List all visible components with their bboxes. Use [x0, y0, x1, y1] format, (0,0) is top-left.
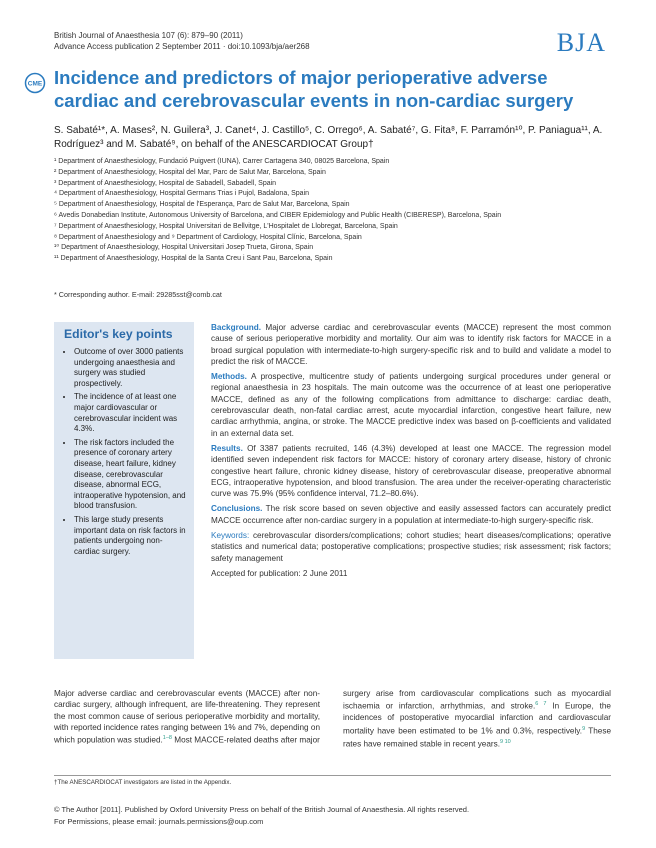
- affiliation: ⁷ Department of Anaesthesiology, Hospital Universitari de Bellvitge, L'Hospitalet de Llobregat, Barcelona, Spain: [54, 222, 398, 230]
- footnote-divider: [54, 775, 611, 776]
- journal-citation: British Journal of Anaesthesia 107 (6): 879–90 (2011): [54, 31, 243, 40]
- key-point: • Outcome of over 3000 patients undergoing anaesthesia and surgery was studied prospectively.: [74, 347, 188, 389]
- abstract-methods: [211, 371, 611, 439]
- editors-key-points-box: [54, 322, 194, 659]
- affiliation-list: [54, 157, 614, 265]
- affiliation: ¹¹ Department of Anaesthesiology, Hospital de la Santa Creu i Sant Pau, Barcelona, Spain: [54, 255, 333, 263]
- abstract-conclusions: [211, 503, 611, 526]
- key-point: • The incidence of at least one major cardiovascular or cerebrovascular incident was 4.3%.: [74, 392, 188, 434]
- methods-label: Methods.: [211, 372, 247, 382]
- key-point: • The risk factors included the presence of coronary artery disease, heart failure, kidney disease, cerebrovascular disease, abnormal ECG, intraoperative hypotension, and blood transfusion.: [74, 438, 188, 512]
- citation-ref[interactable]: 1–8: [162, 735, 172, 742]
- cme-badge-icon: [24, 72, 46, 94]
- copyright-line: © The Author [2011]. Published by Oxford University Press on behalf of the British Journal of Anaesthesia. All rights reserved.: [54, 805, 470, 814]
- body-text: These rates have remained stable in recent years.: [343, 726, 611, 749]
- key-points-list: [54, 347, 194, 557]
- author-list: S. Sabaté¹*, A. Mases², N. Guilera³, J. Canet⁴, J. Castillo⁵, C. Orrego⁶, A. Sabaté⁷, G. Fita⁸, F. Parramón¹⁰, P. Paniagua¹¹, A. Rodríguez³ and M. Sabaté⁹, on behalf of the ANESCARDIOCAT Group†: [54, 125, 603, 150]
- corresponding-author: * Corresponding author. E-mail: 29285sst@comb.cat: [54, 290, 222, 299]
- affiliation: ⁴ Department of Anaesthesiology, Hospital Germans Trias i Pujol, Badalona, Spain: [54, 190, 310, 198]
- affiliation: ⁵ Department of Anaesthesiology, Hospital de l'Esperança, Parc de Salut Mar, Barcelona, Spain: [54, 201, 350, 209]
- journal-logo: BJA: [556, 28, 606, 57]
- keywords-label: Keywords:: [211, 531, 250, 541]
- affiliation: ³ Department of Anaesthesiology, Hospital de Sabadell, Sabadell, Spain: [54, 179, 277, 187]
- access-line: Advance Access publication 2 September 2011 · doi:10.1093/bja/aer268: [54, 42, 310, 51]
- accepted-date: Accepted for publication: 2 June 2011: [211, 568, 348, 578]
- conclusions-label: Conclusions.: [211, 504, 263, 514]
- results-label: Results.: [211, 443, 243, 453]
- affiliation: ⁸ Department of Anaesthesiology and ⁹ Department of Cardiology, Hospital Clínic, Barcelona, Spain: [54, 233, 362, 241]
- citation-ref[interactable]: 9: [582, 725, 586, 732]
- cme-badge-label: CME: [27, 80, 43, 88]
- conclusions-text: The risk score based on seven objective and easily assessed factors can accurately predict MACCE occurrence after non-cardiac surgery in a population at intermediate-to-high surgery-specific risk.: [211, 504, 611, 525]
- citation-ref[interactable]: 9 10: [500, 738, 511, 745]
- key-point: • This large study presents important data on risk factors in patients undergoing non-cardiac surgery.: [74, 515, 188, 557]
- body-text: In Europe, the incidences of postoperative myocardial infarction and cardiovascular mortality have been estimated to be 1% and 0.3%, respectively.: [343, 702, 611, 736]
- keywords-text: cerebrovascular disorders/complications; cohort studies; heart diseases/complications; operative statistics and numerical data; postoperative complications; prospective studies; risk assessment; risk factors; safety management: [211, 531, 611, 563]
- affiliation: ¹⁰ Department of Anaesthesiology, Hospital Universitari Josep Trueta, Girona, Spain: [54, 244, 314, 252]
- abstract-background: [211, 322, 611, 367]
- affiliation: ⁶ Avedis Donabedian Institute, Autonomous University of Barcelona, and CIBER Epidemiology and Public Health (CIBERESP), Barcelona, Spain: [54, 211, 502, 219]
- results-text: Of 3387 patients recruited, 146 (4.3%) developed at least one MACCE. The regression model identified seven independent risk factors for MACCE: history of coronary artery disease, history of chronic congestive heart failure, chronic kidney disease, history of cerebrovascular disease, preoperative abnormal ECG, intraoperative hypotension, and blood transfusion. The area under the receiver-operating characteristic curve was 75.9% (95% confidence interval, 71.2–80.6%).: [211, 443, 611, 499]
- abstract-results: [211, 443, 611, 499]
- footnote: †The ANESCARDIOCAT investigators are listed in the Appendix.: [54, 779, 232, 786]
- body-column-left: [54, 688, 320, 746]
- methods-text: A prospective, multicentre study of patients undergoing surgical procedures under general or regional anaesthesia in 23 hospitals. The main outcome was the occurrence of at least one perioperative MACCE, defined as any of the following complications from admittance to discharge: cardiac death, cerebrovascular death, non-fatal cardiac arrest, acute myocardial infarction, congestive heart failure, new cardiac arrhythmia, angina, or stroke. The MACCE predictive index was based on β-coefficients and validated in an external data set.: [211, 372, 611, 438]
- body-text: Most MACCE-related deaths after major: [171, 735, 320, 745]
- abstract: [211, 322, 611, 583]
- affiliation: ¹ Department of Anaesthesiology, Fundació Puigvert (IUNA), Carrer Cartagena 340, 08025 Barcelona, Spain: [54, 158, 390, 165]
- permissions-line: For Permissions, please email: journals.permissions@oup.com: [54, 816, 264, 826]
- body-text: Major adverse cardiac and cerebrovascular events (MACCE) after non-cardiac surgery, although infrequent, are life-threatening. They represent the most common cause of serious perioperative morbidity and mortality, with reported incidence rates ranging between 1% and 7%, depending on which population was studied.: [54, 689, 320, 745]
- abstract-keywords: [211, 530, 611, 564]
- background-label: Background.: [211, 323, 262, 332]
- copyright-block: [54, 804, 469, 827]
- body-column-right: [343, 688, 611, 750]
- affiliation: ² Department of Anaesthesiology, Hospital del Mar, Parc de Salut Mar, Barcelona, Spain: [54, 168, 326, 176]
- article-title: Incidence and predictors of major perioperative adverse cardiac and cerebrovascular events in non-cardiac surgery: [54, 67, 574, 111]
- citation-ref[interactable]: 6 7: [535, 701, 547, 708]
- background-text: Major adverse cardiac and cerebrovascular events (MACCE) represent the most common cause of serious perioperative morbidity and mortality. Our aim was to identify risk factors for MACCE in a broad surgical population with intermediate-to-high surgery-specific risk and to build and validate a model to predict the risk of MACCE.: [211, 323, 612, 366]
- key-points-heading: Editor's key points: [64, 327, 173, 341]
- body-text: surgery arise from cardiovascular complications such as myocardial ischaemia or infarction, arrhythmias, and stroke.: [343, 689, 611, 712]
